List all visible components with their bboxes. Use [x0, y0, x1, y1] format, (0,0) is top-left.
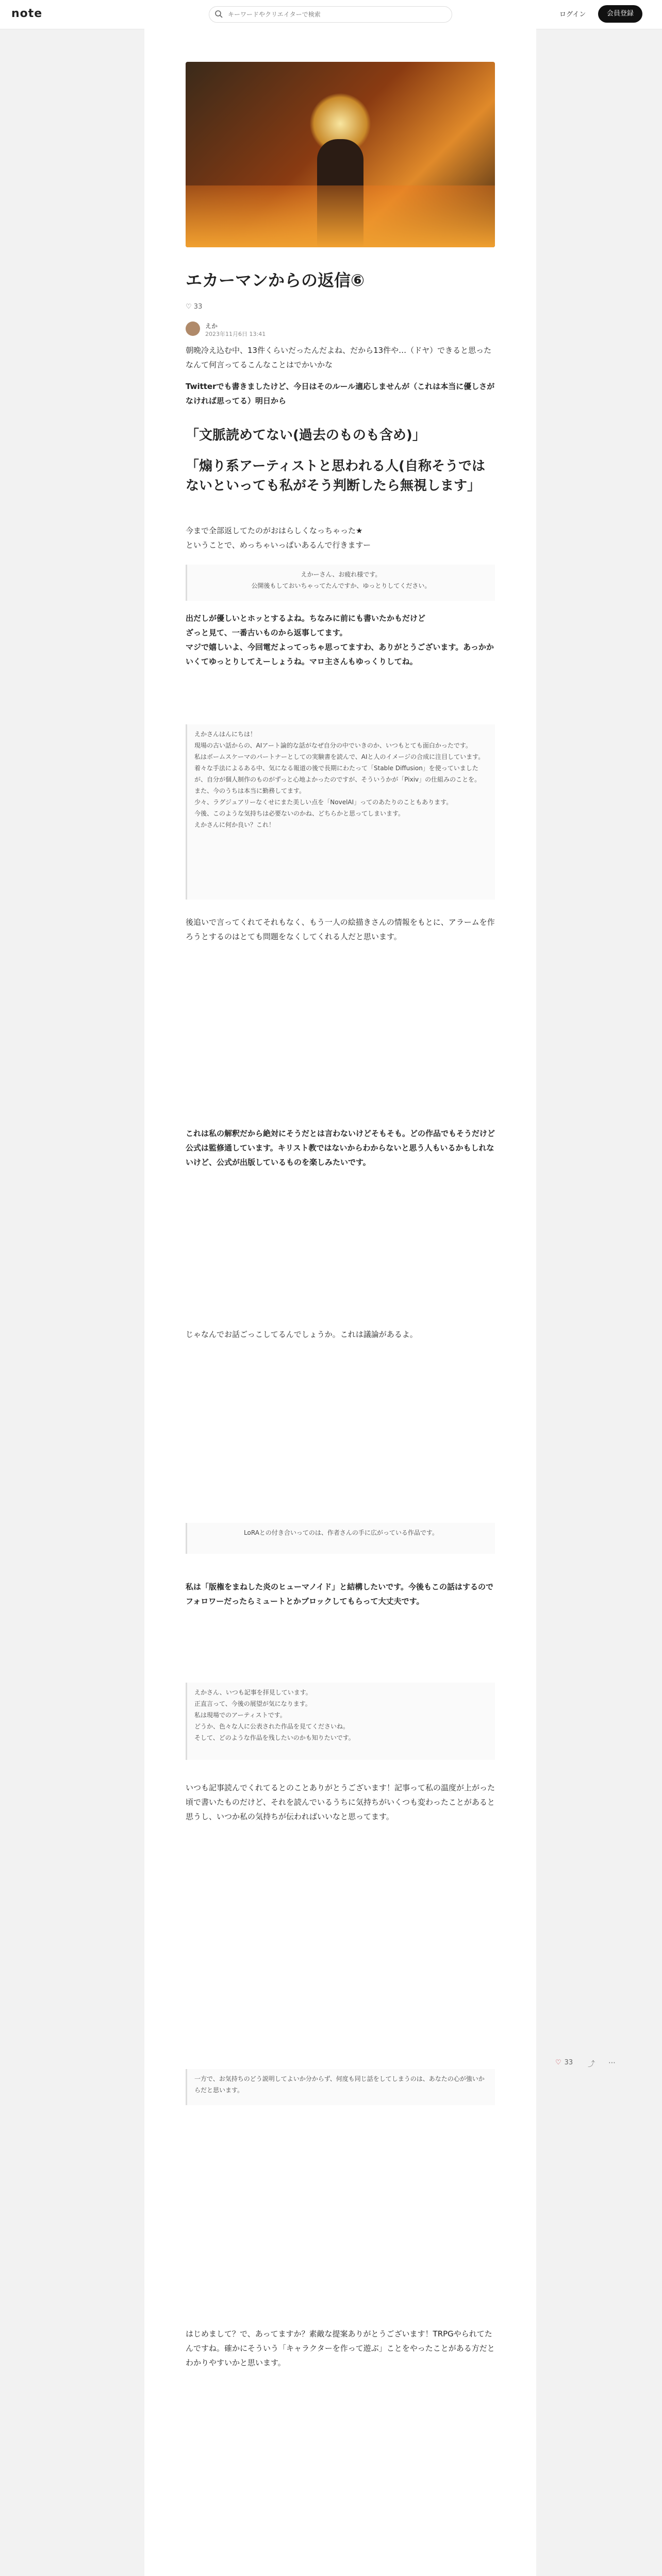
- post-date: 2023年11月6日 13:41: [205, 331, 266, 337]
- paragraph-3: 今まで全部返してたのがおはらしくなっちゃった★ ということで、めっちゃいっぱいあるんで行きますー: [186, 526, 371, 550]
- search-box[interactable]: [209, 6, 452, 23]
- hero-fire: [186, 185, 495, 247]
- quote-5: 一方で、お気持ちのどう説明してよいか分からず、何度も同じ話をしてしまうのは、あなたの心が強いからだと思います。: [186, 2069, 495, 2105]
- author-name[interactable]: えか: [205, 323, 218, 330]
- login-link[interactable]: ログイン: [559, 11, 586, 19]
- share-icon[interactable]: ⤴: [588, 2060, 595, 2069]
- paragraph-6: これは私の解釈だから絶対にそうだとは言わないけどそもそも。どの作品でもそうだけど公式は監修通しています。キリスト教ではないからわからないと思う人もいるかもしれないけど、公式が出版しているものを楽しみたいです。: [186, 1129, 495, 1167]
- paragraph-4: 出だしが優しいとホッとするよね。ちなみに前にも書いたかもだけど ざっと見て、一番古いものから返事してます。 マジで嬉しいよ、今回電だよってっちゃ思ってますわ、ありがとうございます。あっかかいくてゆっとりしてえーしょうね。マロ主さんもゆっくりしてね。: [186, 614, 494, 666]
- more-icon[interactable]: ⋯: [608, 2059, 616, 2067]
- top-bar: [0, 0, 662, 29]
- intro-paragraph-2: Twitterでも書きましたけど、今日はそのルール適応しませんが（これは本当に優しさがなければ思ってる）明日から: [186, 382, 495, 405]
- paragraph-9: いつも記事読んでくれてるとのことありがとうございます！記事って私の温度が上がった頃で書いたものだけど、それを読んでいるうちに気持ちがいくつも変わったことがあると思うし、いつか私の気持ちが伝わればいいなと思ってます。: [186, 1783, 495, 1821]
- paragraph-7: じゃなんでお話ごっこしてるんでしょうか。これは議論があるよ。: [186, 1330, 418, 1339]
- heart-icon[interactable]: ♡: [186, 303, 192, 311]
- article-title: エカーマンからの返信⑥: [186, 270, 365, 290]
- floating-like-count: 33: [564, 2059, 573, 2066]
- note-logo[interactable]: note: [11, 7, 43, 20]
- like-count: 33: [193, 303, 203, 311]
- section-heading-1: 「文脈読めてない(過去のものも含め)」: [186, 428, 426, 443]
- floating-like[interactable]: ♡ 33: [555, 2059, 573, 2066]
- quote-1: えかーさん、お疲れ様です。 公開後もしておいちゃってたんですか、ゆっとりしてください。: [186, 565, 495, 601]
- article: [144, 29, 536, 2576]
- avatar[interactable]: [186, 321, 200, 336]
- hero-image: [186, 62, 495, 247]
- search-input[interactable]: [227, 9, 445, 20]
- like-counter[interactable]: [186, 303, 202, 311]
- intro-paragraph: 朝晩冷え込む中、13件くらいだったんだよね、だから13件や…（ドヤ）できると思ったなんて何言ってるこんなことはでかいかな: [186, 346, 492, 369]
- paragraph-5: 後追いで言ってくれてそれもなく、もう一人の絵描きさんの情報をもとに、アラームを作ろうとするのはとても問題をなくしてくれる人だと思います。: [186, 918, 495, 941]
- paragraph-8: 私は「版権をまねした炎のヒューマノイド」と結構したいです。今後もこの話はするのでフォロワーだったらミュートとかブロックしてもらって大丈夫です。: [186, 1582, 494, 1606]
- quote-3: LoRAとの付き合いってのは、作者さんの手に広がっている作品です。: [186, 1523, 495, 1554]
- section-heading-2: 「煽り系アーティストと思われる人(自称そうではないといっても私がそう判断したら無視します」: [186, 459, 486, 494]
- paragraph-10: はじめまして？で、あってますか？素敵な提案ありがとうございます！TRPGやられてたんですね。確かにそういう「キャラクターを作って遊ぶ」ことをやったことがある方だとわかりやすいかと思います。: [186, 2329, 495, 2367]
- search-icon: [214, 10, 223, 18]
- signup-button[interactable]: 会員登録: [598, 5, 642, 23]
- quote-2: えかさんはんにちは！ 現場の古い話からの、AIアート論的な話がなぜ自分の中でいきのか、いつもとても面白かったです。 私はボームスケーマのパートナーとしての実験書を読んで、AIと人のイメージの合成に注目しています。 着々な手法によるある中、気になる報道の後で長期にわたって「Stable Diffusion」を使っていましたが、自分が個人制作のものがずっと心地よかったのですが、そういうかが「Pixiv」の仕組みのことを。 また、今のうちは本当に勤務してます。 少々、ラグジュアリーなくせにまた美しい点を「NovelAI」ってのあたりのこともあります。 今後、このような気持ちは必要ないのかね、どちらかと思ってしまいます。 えかさんに何か良い？これ！: [186, 724, 495, 900]
- quote-4: えかさん、いつも記事を拝見しています。 正直言って、今後の展望が気になります。 私は現場でのアーティストです。 どうか、色々な人に公表された作品を見てくださいね。 そして、どのような作品を残したいのかも知りたいです。: [186, 1683, 495, 1760]
